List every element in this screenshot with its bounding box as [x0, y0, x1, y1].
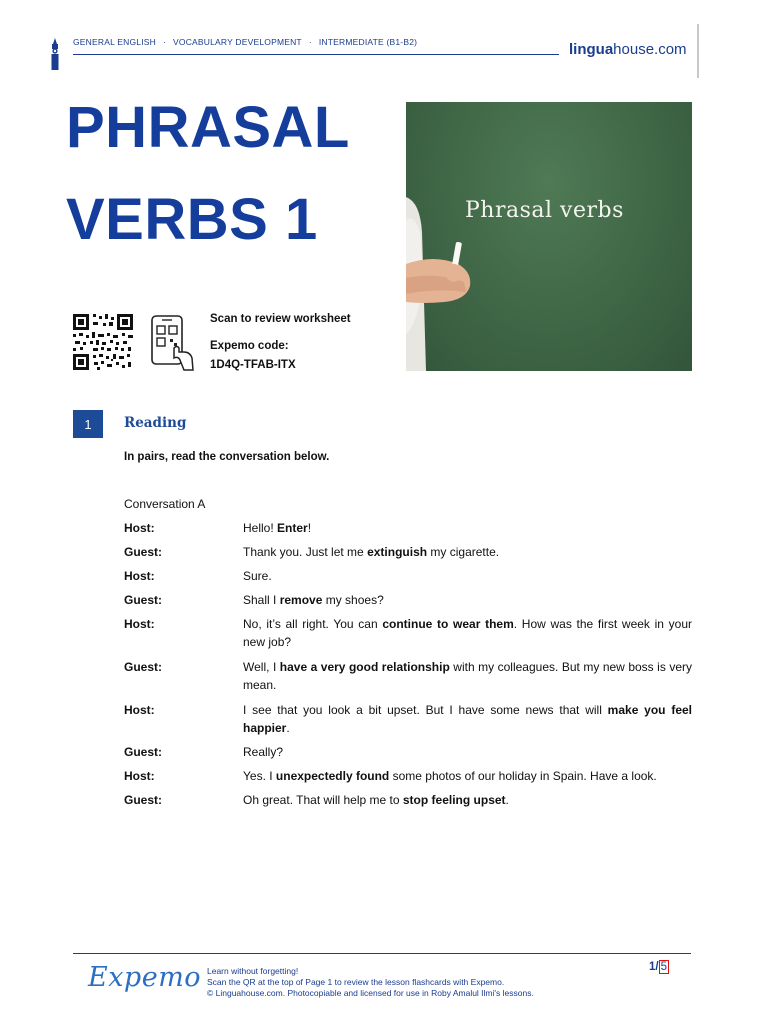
dialogue-line	[243, 658, 692, 694]
dialogue-row	[124, 701, 692, 737]
breadcrumb-item: INTERMEDIATE (B1-B2)	[318, 37, 418, 47]
dialogue-speaker: Host:	[124, 569, 155, 583]
dialogue-line	[243, 743, 692, 761]
phrasal-verb-highlight: make you feel happier	[243, 703, 692, 735]
dialogue-text: .	[286, 721, 290, 735]
dialogue-speaker: Host:	[124, 521, 155, 535]
dialogue-speaker: Guest:	[124, 593, 163, 607]
logo-rest: house.com	[613, 41, 687, 58]
dialogue-speaker: Guest:	[124, 745, 163, 759]
qr-code-icon[interactable]	[73, 314, 133, 370]
footer-copyright: © Linguahouse.com. Photocopiable and licensed for use in Roby Amalul Ilmi's lessons.	[207, 988, 534, 998]
phone-scan-icon	[150, 314, 194, 372]
dialogue-row	[124, 567, 692, 585]
scan-label: Scan to review worksheet	[210, 313, 351, 325]
dialogue-text: my shoes?	[322, 593, 384, 607]
dialogue-line	[243, 615, 692, 651]
dialogue-text: Shall I	[243, 593, 280, 607]
phrasal-verb-highlight: remove	[279, 593, 323, 607]
big-ben-icon	[48, 38, 62, 70]
page-title-line2: VERBS 1	[66, 187, 318, 252]
section-instruction: In pairs, read the conversation below.	[124, 451, 330, 463]
phrasal-verb-highlight: stop feeling upset	[402, 793, 506, 807]
expemo-code-value: 1D4Q-TFAB-ITX	[210, 359, 296, 371]
header-edge-bar	[697, 24, 699, 78]
phrasal-verb-highlight: have a very good relationship	[279, 660, 450, 674]
header-divider	[73, 54, 559, 55]
dialogue-text: No, it’s all right. You can	[243, 617, 383, 631]
dialogue-line	[243, 591, 692, 609]
dialogue-text: Oh great. That will help me to	[243, 793, 403, 807]
dialogue-row	[124, 658, 692, 694]
logo-bold: lingua	[569, 41, 614, 58]
dialogue-line	[243, 701, 692, 737]
page-title-line1: PHRASAL	[66, 95, 350, 160]
conversation-title: Conversation A	[124, 497, 206, 511]
section-number-badge: 1	[73, 410, 103, 438]
page-number	[649, 960, 669, 974]
dialogue-row	[124, 743, 692, 761]
dialogue-speaker: Host:	[124, 617, 155, 631]
breadcrumb	[73, 37, 417, 47]
breadcrumb-separator: ·	[308, 37, 312, 47]
dialogue-text: I see that you look a bit upset. But I have some news that will	[243, 703, 608, 717]
section-title: Reading	[124, 415, 187, 431]
breadcrumb-item: VOCABULARY DEVELOPMENT	[173, 37, 302, 47]
dialogue-row	[124, 791, 692, 809]
dialogue-line	[243, 767, 692, 785]
phrasal-verb-highlight: continue to wear them	[382, 617, 514, 631]
footer-divider	[73, 953, 691, 954]
phrasal-verb-highlight: Enter	[277, 521, 308, 535]
page-total-link[interactable]: 5	[660, 961, 667, 973]
dialogue-text: Thank you. Just let me	[243, 545, 368, 559]
page-current: 1/	[649, 961, 659, 973]
dialogue-text: !	[307, 521, 312, 535]
footer-instruction: Scan the QR at the top of Page 1 to review the lesson flashcards with Expemo.	[207, 977, 505, 987]
dialogue-row	[124, 615, 692, 651]
dialogue-line	[243, 519, 692, 537]
linguahouse-logo[interactable]	[569, 41, 687, 58]
dialogue-text: with my colleagues. But my new boss is very mean.	[243, 660, 693, 692]
dialogue-text: Really?	[243, 745, 284, 759]
dialogue-speaker: Guest:	[124, 660, 163, 674]
dialogue-speaker: Guest:	[124, 793, 163, 807]
footer-text	[207, 966, 534, 999]
breadcrumb-separator: ·	[163, 37, 167, 47]
dialogue-line	[243, 791, 692, 809]
dialogue-text: Hello!	[243, 521, 278, 535]
chalkboard-text: Phrasal verbs	[465, 198, 624, 223]
dialogue-row	[124, 519, 692, 537]
dialogue-text: some photos of our holiday in Spain. Have a look.	[389, 769, 657, 783]
dialogue-speaker: Guest:	[124, 545, 163, 559]
dialogue-text: Yes. I	[243, 769, 276, 783]
dialogue-row	[124, 767, 692, 785]
dialogue-speaker: Host:	[124, 769, 155, 783]
expemo-code-label: Expemo code:	[210, 340, 289, 352]
dialogue-text: .	[505, 793, 509, 807]
dialogue-text: Well, I	[243, 660, 280, 674]
breadcrumb-item: GENERAL ENGLISH	[73, 37, 156, 47]
dialogue-text: my cigarette.	[427, 545, 500, 559]
expemo-logo[interactable]: Expemo	[88, 962, 202, 993]
phrasal-verb-highlight: unexpectedly found	[275, 769, 390, 783]
footer-tagline: Learn without forgetting!	[207, 966, 299, 976]
dialogue-row	[124, 591, 692, 609]
dialogue-row	[124, 543, 692, 561]
dialogue-text: Sure.	[243, 569, 272, 583]
dialogue-text: . How was the first week in your new job?	[243, 617, 692, 649]
dialogue-line	[243, 543, 692, 561]
phrasal-verb-highlight: extinguish	[367, 545, 428, 559]
dialogue-list	[124, 519, 692, 809]
chalkboard-image	[406, 102, 692, 371]
teacher-figure	[406, 102, 692, 371]
dialogue-line	[243, 567, 692, 585]
dialogue-speaker: Host:	[124, 703, 155, 717]
